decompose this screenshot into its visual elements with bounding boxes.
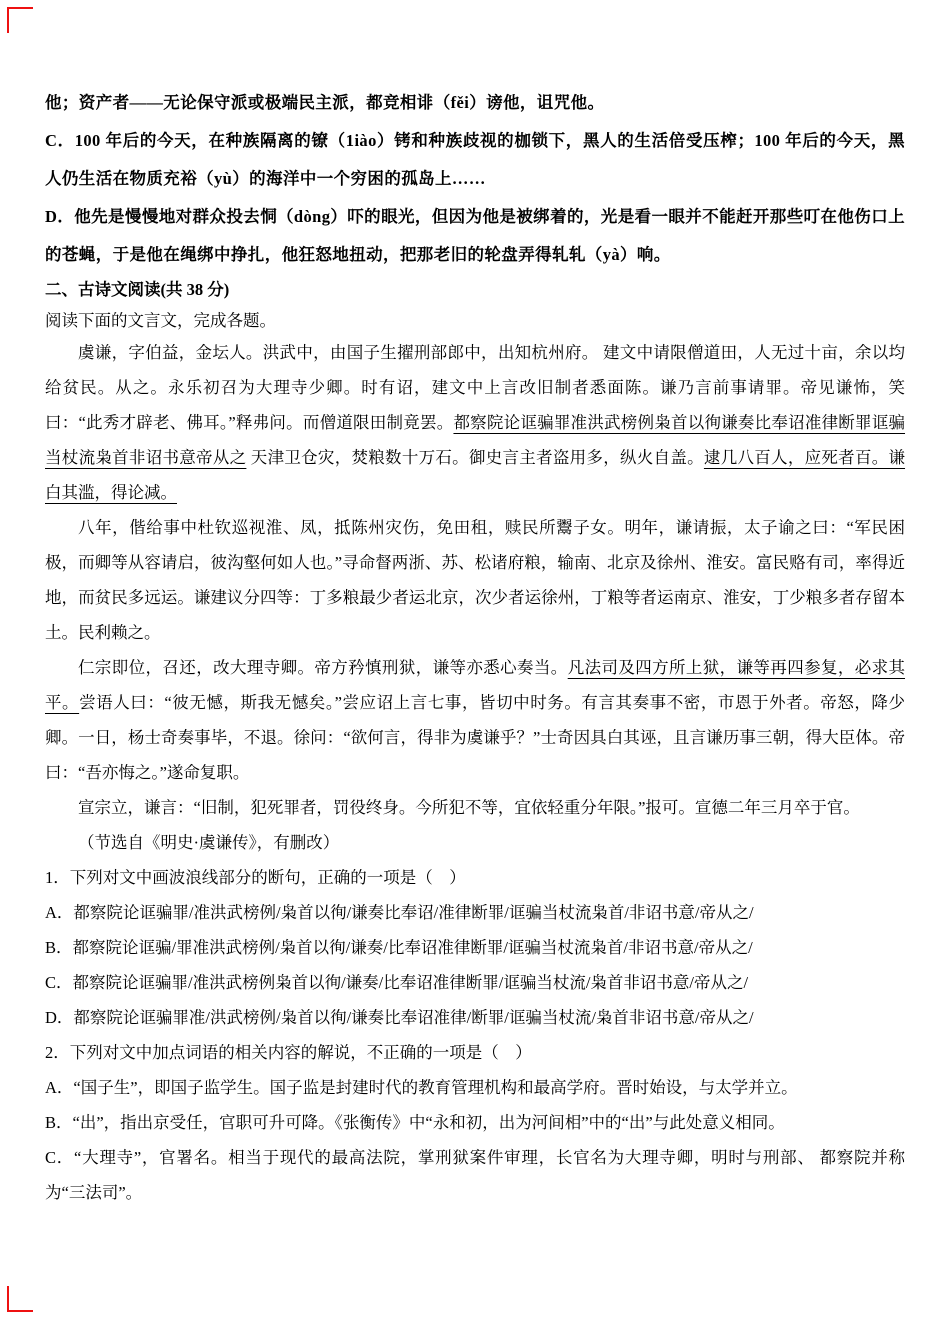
text-run: C．“大理寺”，官署名。相当于现代的最高法院，掌刑狱案件审理，长官名为大理寺卿，明时与刑部、 都察院并称为“三法司”。 xyxy=(45,1147,905,1202)
text-run: D．都察院论诓骗罪准/洪武榜例/枭首以徇/谦奏比奉诏准律/断罪/诓骗当杖流/枭首非诏书意/帝从之/ xyxy=(45,1007,754,1027)
passage-source xyxy=(45,826,905,861)
text-run: 天津卫仓灾，焚粮数十万石。御史言主者盗用多，纵火自盖。 xyxy=(246,448,704,468)
text-run: 1．下列对文中画波浪线部分的断句，正确的一项是（ ） xyxy=(45,867,466,887)
text-run: 阅读下面的文言文，完成各题。 xyxy=(45,311,276,331)
section-heading xyxy=(45,274,905,305)
text-run: 他；资产者——无论保守派或极端民主派，都竞相诽（fěi）谤他，诅咒他。 xyxy=(45,93,605,112)
passage-paragraph-2 xyxy=(45,511,905,651)
text-run: 2．下列对文中加点词语的相关内容的解说，不正确的一项是（ ） xyxy=(45,1042,532,1062)
underlined-text-run: 逮几八百人，应死者百。谦白其滥，得论减。 xyxy=(45,448,906,503)
underlined-text-run: 凡法司及四方所上狱，谦等再四参复，必求其平。 xyxy=(45,658,906,713)
crop-mark-top-left-icon xyxy=(7,7,33,33)
text-run: C．都察院论诓骗罪/准洪武榜例枭首以徇/谦奏/比奉诏准律断罪/诓骗当杖流/枭首非诏书意/帝从之/ xyxy=(45,972,749,992)
underlined-text-run: 都察院论诓骗罪准洪武榜例枭首以徇谦奏比奉诏准律断罪诓骗当杖流枭首非诏书意帝从之 xyxy=(45,413,906,468)
passage-paragraph-3 xyxy=(45,651,905,791)
question-2-option-b xyxy=(45,1106,905,1141)
text-run: A．都察院论诓骗罪/准洪武榜例/枭首以徇/谦奏比奉诏/准律断罪/诓骗当杖流枭首/非诏书意/帝从之/ xyxy=(45,902,754,922)
crop-mark-bottom-left-icon xyxy=(7,1286,33,1312)
section-intro xyxy=(45,305,905,336)
question-1-option-c xyxy=(45,966,905,1001)
text-run: A．“国子生”，即国子监学生。国子监是封建时代的教育管理机构和最高学府。晋时始设，与太学并立。 xyxy=(45,1077,798,1097)
question-1-option-a xyxy=(45,896,905,931)
question-1-option-d xyxy=(45,1001,905,1036)
option-tail-b xyxy=(45,84,905,122)
question-2-stem xyxy=(45,1036,905,1071)
option-c-pinyin xyxy=(45,122,905,198)
passage-paragraph-1 xyxy=(45,336,905,511)
passage-paragraph-4 xyxy=(45,791,905,826)
document-body xyxy=(45,84,905,1211)
question-1-option-b xyxy=(45,931,905,966)
text-run: 宣宗立，谦言：“旧制，犯死罪者，罚役终身。今所犯不等，宜依轻重分年限。”报可。宣德二年三月卒于官。 xyxy=(78,797,860,817)
question-2-option-a xyxy=(45,1071,905,1106)
text-run: 八年，偕给事中杜钦巡视淮、凤，抵陈州灾伤，免田租，赎民所鬻子女。明年，谦请振，太子谕之曰：“军民困极，而卿等从容请启，彼沟壑何如人也。”寻命督两浙、苏、松诸府粮，输南、北京及徐州、淮安。富民赂有司，率得近地，而贫民多远运。谦建议分四等：丁多粮最少者运北京，次少者运徐州，丁粮等者运南京、淮安，丁少粮多者存留本土。民利赖之。 xyxy=(45,518,905,643)
text-run: D．他先是慢慢地对群众投去恫（dòng）吓的眼光，但因为他是被绑着的，光是看一眼并不能赶开那些叮在他伤口上的苍蝇，于是他在绳绑中挣扎，他狂怒地扭动，把那老旧的轮盘弄得轧轧（yà）响。 xyxy=(45,206,905,264)
question-1-stem xyxy=(45,861,905,896)
text-run: 仁宗即位，召还，改大理寺卿。帝方矜慎刑狱，谦等亦悉心奏当。 xyxy=(78,658,568,678)
option-d-pinyin xyxy=(45,198,905,274)
text-run: 虞谦，字伯益，金坛人。洪武中，由国子生擢刑部郎中，出知杭州府。 建文中请限僧道田，人无过十亩，余以均给贫民。从之。永乐初召为大理寺少卿。时有诏，建文中上言改旧制者悉面陈。谦乃言前事请罪。帝见谦怖，笑曰：“此秀才辟老、佛耳。”释弗问。而僧道限田制竟罢。 xyxy=(45,343,905,433)
text-run: B．“出”，指出京受任，官职可升可降。《张衡传》中“永和初，出为河间相”中的“出”与此处意义相同。 xyxy=(45,1112,785,1132)
question-2-option-c xyxy=(45,1141,905,1211)
text-run: 二、古诗文阅读(共 38 分) xyxy=(45,279,230,299)
text-run: （节选自《明史·虞谦传》，有删改） xyxy=(78,832,340,852)
text-run: B．都察院论诓骗/罪准洪武榜例/枭首以徇/谦奏/比奉诏准律断罪/诓骗当杖流枭首/非诏书意/帝从之/ xyxy=(45,937,753,957)
text-run: 尝语人曰：“彼无憾，斯我无憾矣。”尝应诏上言七事，皆切中时务。有言其奏事不密，市恩于外者。帝怒，降少卿。一日，杨士奇奏事毕，不退。徐问：“欲何言，得非为虞谦乎？”士奇因具白其诬，且言谦历事三朝，得大臣体。帝曰：“吾亦悔之。”遂命复职。 xyxy=(45,693,905,782)
text-run: C．100 年后的今天，在种族隔离的镣（1iào）铐和种族歧视的枷锁下，黑人的生活倍受压榨；100 年后的今天，黑人仍生活在物质充裕（yù）的海洋中一个穷困的孤岛上…… xyxy=(45,130,905,188)
